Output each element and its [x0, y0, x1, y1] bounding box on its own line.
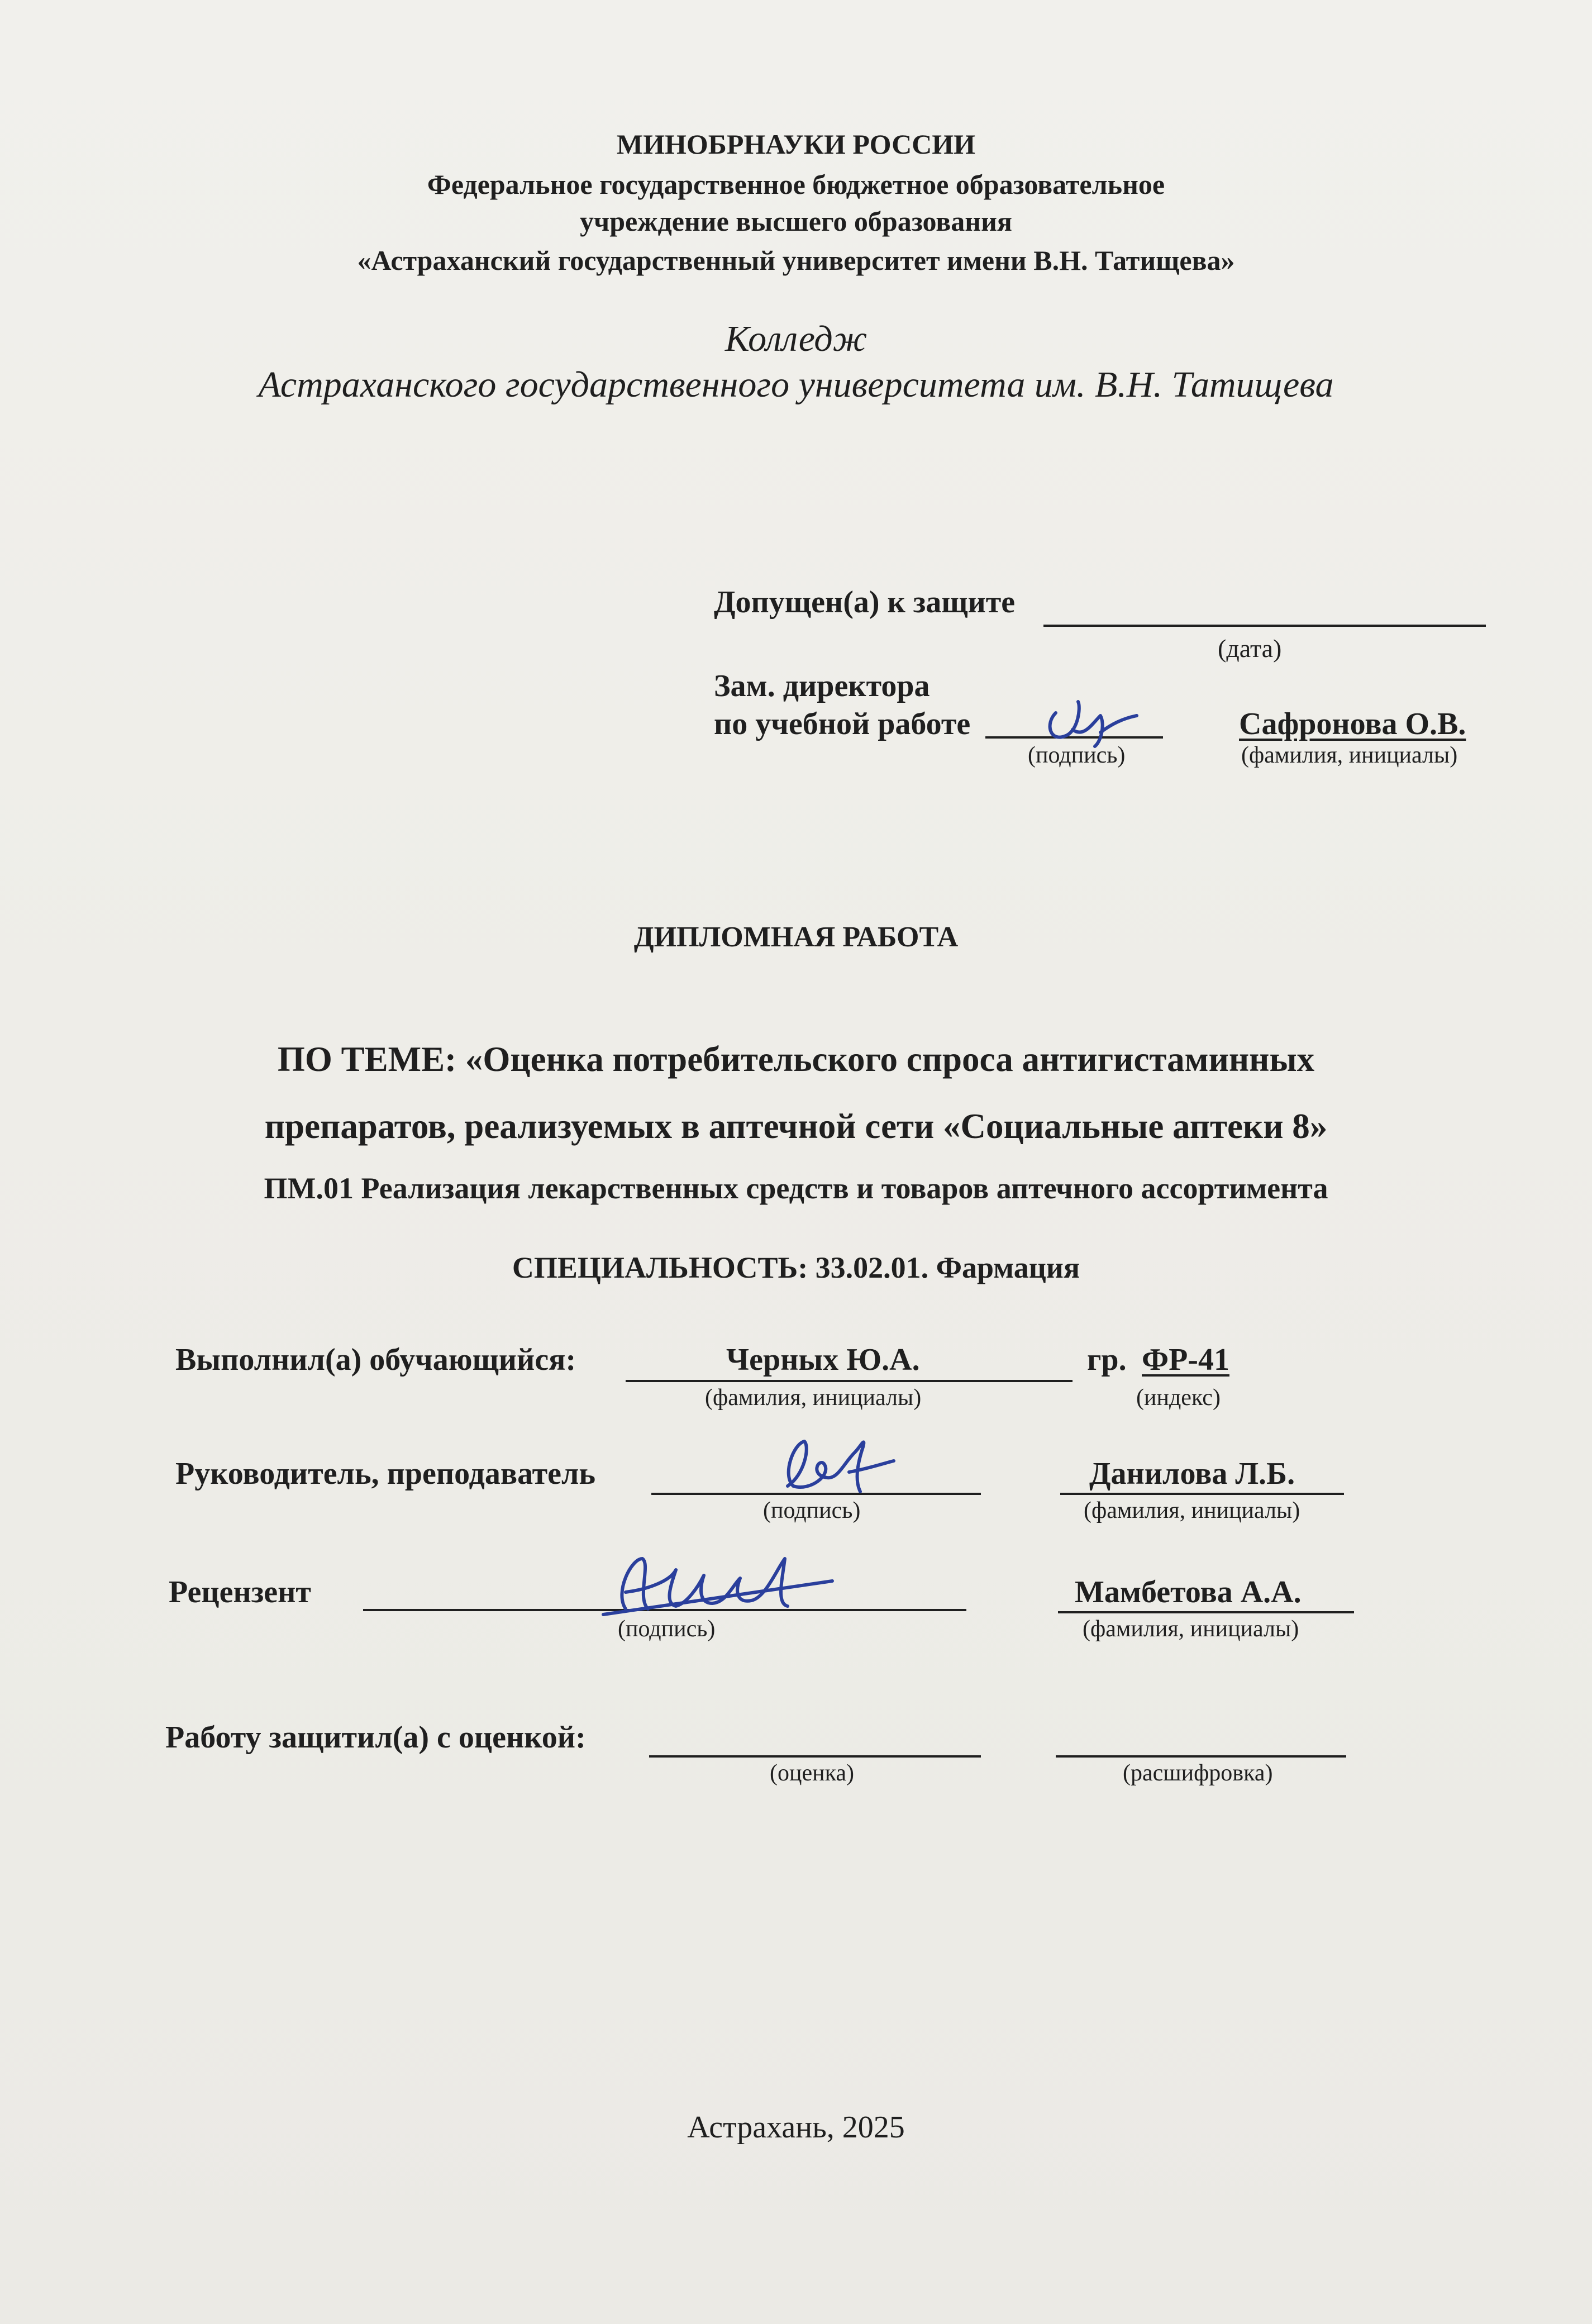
deputy-signature-caption: (подпись)	[1028, 742, 1126, 768]
institution-line-2: учреждение высшего образования	[580, 206, 1012, 237]
college-line-1: Колледж	[724, 318, 868, 359]
reviewer-signature-caption: (подпись)	[618, 1616, 716, 1642]
reviewer-signature	[592, 1547, 838, 1626]
college-line-2: Астраханского государственного университета им. В.Н. Татищева	[258, 364, 1334, 405]
module-title: ПМ.01 Реализация лекарственных средств и товаров аптечного ассортимента	[264, 1171, 1328, 1205]
student-name: Черных Ю.А.	[726, 1342, 920, 1377]
supervisor-name-line	[1060, 1493, 1344, 1495]
reviewer-name-caption: (фамилия, инициалы)	[1083, 1616, 1299, 1642]
supervisor-signature-caption: (подпись)	[763, 1498, 861, 1523]
supervisor-label: Руководитель, преподаватель	[175, 1456, 596, 1491]
topic-line-1: ПО ТЕМЕ: «Оценка потребительского спроса антигистаминных	[277, 1040, 1315, 1079]
decode-line	[1056, 1755, 1346, 1758]
supervisor-signature	[771, 1430, 899, 1503]
city-year: Астрахань, 2025	[687, 2110, 905, 2145]
institution-line-1: Федеральное государственное бюджетное образовательное	[427, 169, 1165, 200]
supervisor-name: Данилова Л.Б.	[1089, 1456, 1295, 1491]
reviewer-name: Мамбетова А.А.	[1075, 1575, 1302, 1609]
student-label: Выполнил(а) обучающийся:	[175, 1342, 576, 1377]
ministry-title: МИНОБРНАУКИ РОССИИ	[616, 128, 976, 160]
group-caption: (индекс)	[1136, 1385, 1221, 1411]
grade-caption: (оценка)	[770, 1760, 854, 1786]
grade-line	[649, 1755, 981, 1758]
deputy-line-1: Зам. директора	[714, 669, 930, 703]
supervisor-name-caption: (фамилия, инициалы)	[1084, 1498, 1300, 1523]
defense-label: Работу защитил(а) с оценкой:	[165, 1720, 586, 1755]
group-index: ФР-41	[1142, 1342, 1229, 1377]
deputy-line-2: по учебной работе	[714, 707, 971, 741]
deputy-name: Сафронова О.В.	[1239, 707, 1466, 741]
topic-line-2: препаратов, реализуемых в аптечной сети «Социальные аптеки 8»	[264, 1107, 1328, 1146]
specialty: СПЕЦИАЛЬНОСТЬ: 33.02.01. Фармация	[512, 1251, 1080, 1284]
university-name: «Астраханский государственный университет имени В.Н. Татищева»	[357, 245, 1235, 276]
student-name-caption: (фамилия, инициалы)	[705, 1385, 922, 1411]
date-line	[1043, 625, 1486, 627]
admitted-label: Допущен(а) к защите	[714, 585, 1016, 620]
reviewer-name-line	[1058, 1611, 1354, 1613]
student-name-line	[626, 1380, 1073, 1382]
date-caption: (дата)	[1218, 634, 1282, 663]
reviewer-label: Рецензент	[169, 1575, 311, 1609]
work-type: ДИПЛОМНАЯ РАБОТА	[633, 921, 959, 953]
group-label: гр.	[1087, 1342, 1127, 1377]
decode-caption: (расшифровка)	[1123, 1760, 1273, 1786]
deputy-name-caption: (фамилия, инициалы)	[1241, 742, 1458, 768]
